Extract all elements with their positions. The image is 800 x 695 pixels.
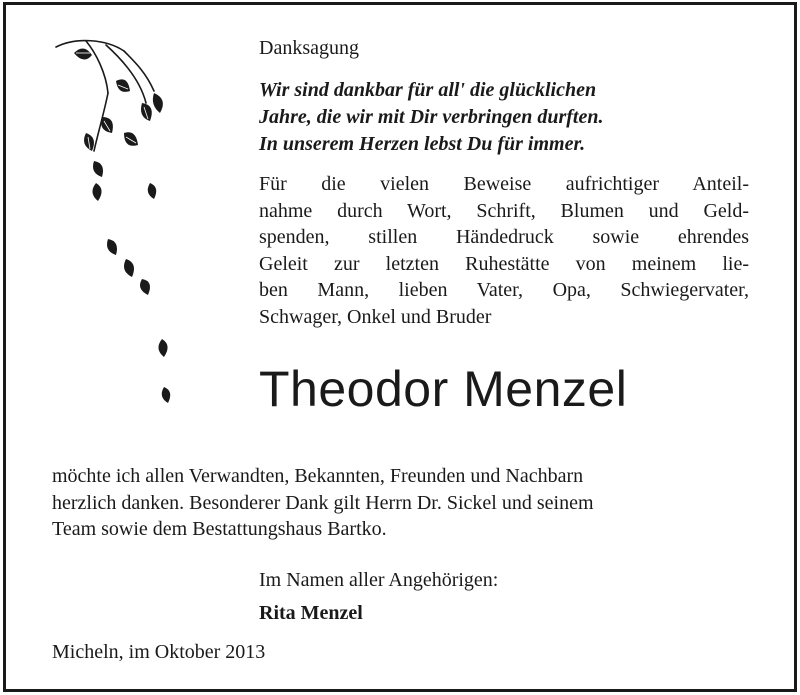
falling-leaves-icon (46, 33, 176, 433)
motto-line: In unserem Herzen lebst Du für immer. (259, 133, 586, 155)
heading: Danksagung (259, 37, 359, 59)
motto-line: Wir sind dankbar für all' die glücklichen (259, 79, 597, 101)
motto (259, 77, 779, 158)
intro-line: ben Mann, lieben Vater, Opa, Schwiegervater, (259, 279, 749, 301)
thanks-line: Team sowie dem Bestattungshaus Bartko. (52, 518, 387, 540)
obituary-notice (3, 2, 797, 692)
intro-paragraph (259, 171, 749, 330)
thanks-line: möchte ich allen Verwandten, Bekannten, Freunden und Nachbarn (52, 465, 584, 487)
place-date: Micheln, im Oktober 2013 (52, 641, 266, 663)
motto-line: Jahre, die wir mit Dir verbringen durften. (259, 106, 604, 128)
on-behalf-text: Im Namen aller Angehörigen: (259, 569, 499, 591)
intro-line: Für die vielen Beweise aufrichtiger Anteil- (259, 173, 749, 195)
thanks-line: herzlich danken. Besonderer Dank gilt Herrn Dr. Sickel und seinem (52, 491, 594, 514)
signer-name: Rita Menzel (259, 602, 363, 624)
intro-line: nahme durch Wort, Schrift, Blumen und Geld- (259, 199, 749, 222)
thanks-paragraph (52, 463, 752, 543)
deceased-name: Theodor Menzel (259, 361, 628, 417)
intro-line: Geleit zur letzten Ruhestätte von meinem lie- (259, 252, 749, 275)
intro-line: Schwager, Onkel und Bruder (259, 305, 492, 328)
intro-line: spenden, stillen Händedruck sowie ehrendes (259, 226, 749, 248)
